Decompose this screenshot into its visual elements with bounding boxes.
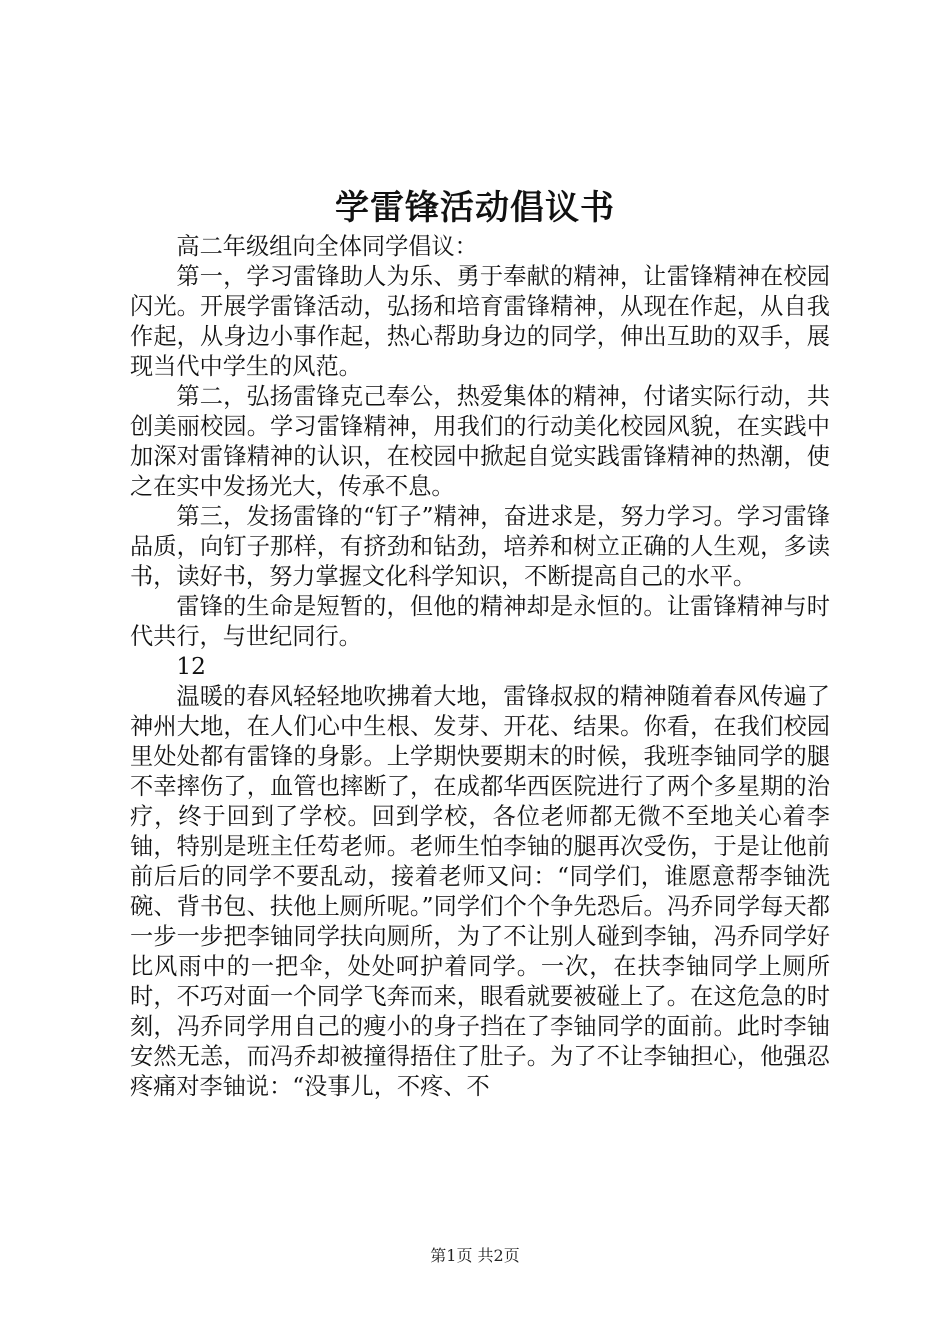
section-number: 12 [176,653,206,680]
proposal-first-paragraph: 第一，学习雷锋助人为乐、勇于奉献的精神，让雷锋精神在校园闪光。开展学雷锋活动，弘扬和培育雷锋精神，从现在作起，从自我作起，从身边小事作起，热心帮助身边的同学，伸出互助的双手，展现当代中学生的风范。 [130,263,830,380]
proposal-third-paragraph: 第三，发扬雷锋的“钉子”精神，奋进求是，努力学习。学习雷锋品质，向钉子那样，有挤劲和钻劲，培养和树立正确的人生观，多读书，读好书，努力掌握文化科学知识，不断提高自己的水平。 [130,503,830,590]
document-body [130,232,830,1102]
page-footer: 第1页 共2页 [430,1246,520,1265]
salutation-paragraph: 高二年级组向全体同学倡议： [176,233,478,260]
document-title: 学雷锋活动倡议书 [335,188,615,228]
story-paragraph: 温暖的春风轻轻地吹拂着大地，雷锋叔叔的精神随着春风传遍了神州大地，在人们心中生根、发芽、开花、结果。你看，在我们校园里处处都有雷锋的身影。上学期快要期末的时候，我班李铀同学的腿不幸摔伤了，血管也摔断了，在成都华西医院进行了两个多星期的治疗，终于回到了学校。回到学校，各位老师都无微不至地关心着李铀，特别是班主任芶老师。老师生怕李铀的腿再次受伤，于是让他前前后后的同学不要乱动，接着老师又问：“同学们，谁愿意帮李铀洗碗、背书包、扶他上厕所呢。”同学们个个争先恐后。冯乔同学每天都一步一步把李铀同学扶向厕所，为了不让别人碰到李铀，冯乔同学好比风雨中的一把伞，处处呵护着同学。一次，在扶李铀同学上厕所时，不巧对面一个同学飞奔而来，眼看就要被碰上了。在这危急的时刻，冯乔同学用自己的瘦小的身子挡在了李铀同学的面前。此时李铀安然无恙，而冯乔却被撞得捂住了肚子。为了不让李铀担心，他强忍疼痛对李铀说：“没事儿，不疼、不 [130,683,830,1100]
closing-paragraph: 雷锋的生命是短暂的，但他的精神却是永恒的。让雷锋精神与时代共行，与世纪同行。 [130,593,830,650]
proposal-second-paragraph: 第二，弘扬雷锋克己奉公，热爱集体的精神，付诸实际行动，共创美丽校园。学习雷锋精神，用我们的行动美化校园风貌，在实践中加深对雷锋精神的认识，在校园中掀起自觉实践雷锋精神的热潮，使之在实中发扬光大，传承不息。 [130,383,830,500]
